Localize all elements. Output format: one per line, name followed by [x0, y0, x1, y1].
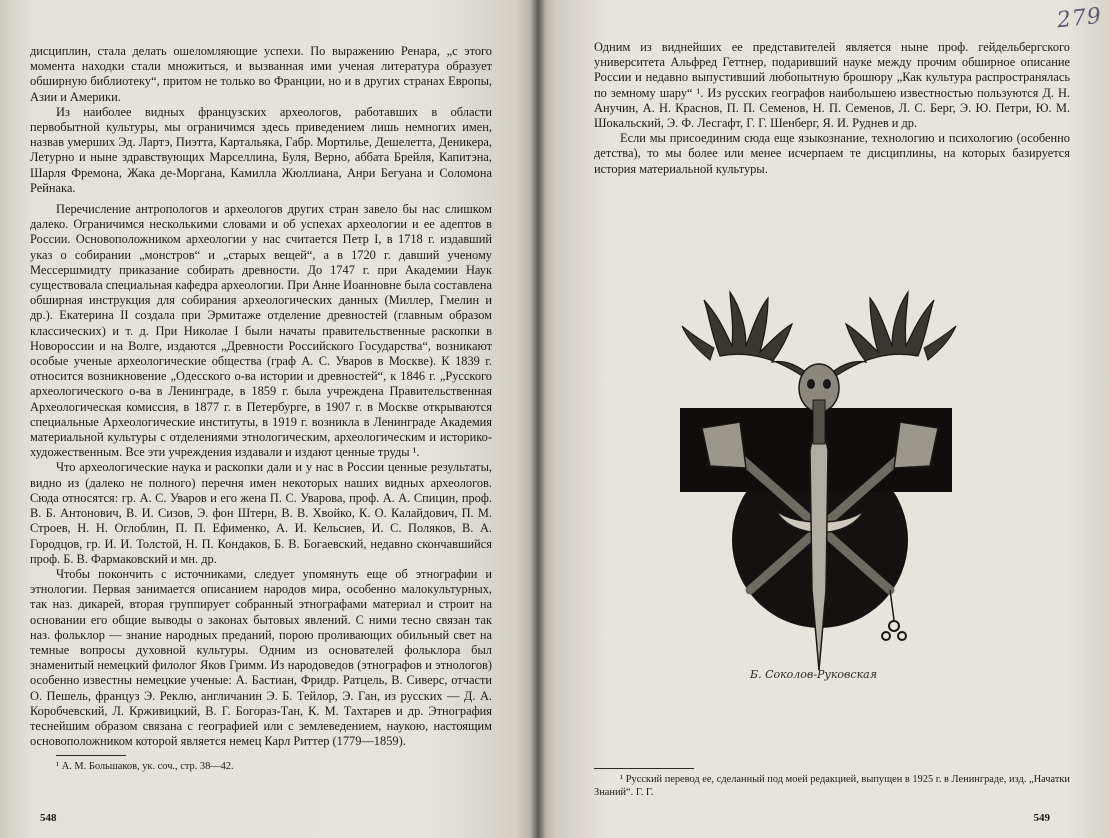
right-antler	[830, 292, 934, 380]
right-page	[538, 0, 1110, 838]
right-page-number: 549	[1033, 812, 1050, 824]
left-paragraph-5: Чтобы покончить с источниками, следует упомянуть еще об этнографии и этнологии. Первая занимается описанием народов мира, особенно малокультурных, так наз. дикарей, вторая группирует собранный этнографами материал и строит на основании его общие выводы о законах бытовых явлений. С ними тесно связан так наз. фольклор — знание народных преданий, порою проливающих обильный свет на темные вопросы духовной культуры. Одним из основателей фольклора был знаменитый немецкий филолог Яков Гримм. Из народоведов (этнографов и этнологов) особенно известны немецкие ученые: А. Бастиан, Фридр. Ратцель, В. Сиверс, отчасти О. Пешель, француз Э. Реклю, англичанин Э. Б. Тейлор, Э. Ган, из русских — Д. А. Коробчевский, Л. Крживицкий, В. Г. Богораз-Тан, К. М. Тахтарев и др. Этнография теснейшим образом связана с географией или с землеведением, наукою, настоящим основоположником которой является немец Карл Риттер (1779—1859).	[30, 566, 492, 749]
book-gutter	[530, 0, 546, 838]
left-page	[0, 0, 538, 838]
pendant-ring-small-left	[882, 632, 890, 640]
right-footnotes	[594, 762, 1070, 799]
right-page-body	[594, 40, 1070, 177]
skull-eye-left	[807, 379, 815, 389]
pendant-ring-small-right	[898, 632, 906, 640]
pendant-ring	[889, 621, 899, 631]
left-footnote-rule	[56, 755, 126, 756]
handwritten-page-number: 279	[1055, 3, 1104, 34]
right-paragraph-1: Одним из виднейших ее представителей является ныне проф. гейдельбергского университета Альфред Геттнер, подаривший науке между прочим обширное описание России и недавно выпустивший любопытную брошюру „Как культура распространялась по земному шару“ ¹. Из русских географов наибольшею известностью пользуются Д. Н. Анучин, А. Н. Краснов, П. П. Семенов, Н. П. Семенов, Л. С. Берг, Э. Ю. Петри, Ю. М. Шокальский, Э. Ф. Лесгафт, Г. Г. Шенберг, Я. И. Руднев и др.	[594, 40, 1070, 131]
antler-weapons-illustration	[680, 290, 970, 700]
left-page-body	[30, 44, 492, 749]
right-antler-tine	[924, 326, 956, 360]
left-footnote: ¹ А. М. Большаков, ук. соч., стр. 38—42.	[56, 761, 234, 773]
axe-head-left	[702, 422, 746, 468]
antler-weapons-drawing	[680, 290, 970, 700]
dagger-blade	[810, 410, 828, 670]
left-antler-tine	[682, 326, 714, 360]
left-paragraph-4: Что археологические наука и раскопки дали и у нас в России ценные результаты, видно из (далеко не полного) перечня имен некоторых наших видных археологов. Сюда относятся: гр. А. С. Уваров и его жена П. С. Уварова, проф. А. А. Спицин, проф. В. Б. Антонович, В. И. Сизов, Э. фон Штерн, В. В. Хвойко, К. О. Калайдович, П. М. Строев, Н. Н. Оглоблин, П. П. Ефименко, А. И. Кельсиев, И. С. Поляков, В. А. Городцов, гр. И. И. Толстой, Н. П. Кондаков, Б. В. Богаевский, недавно скончавшийся проф. Б. В. Фармаковский и мн. др.	[30, 460, 492, 566]
left-antler	[704, 292, 808, 380]
dagger-hilt	[813, 400, 825, 444]
left-paragraph-3: Перечисление антропологов и археологов других стран завело бы нас слишком далеко. Ограничимся несколькими словами и об успехах археологии и ее адептов в России. Основоположником археологии у нас считается Петр I, в 1718 г. издавший указ о собирании „монстров“ и „старых вещей“, а в 1720 г. давший ученому Мессершмидту приказание собирать древности. До 1747 г. при Академии Наук существовала специальная кафедра археологии. При Анне Иоанновне была составлена обширная инструкция для собирания археологических данных (Миллер, Гмелин и др.). Екатерина II создала при Эрмитаже отделение древностей (главным образом классических) и т. д. При Николае I были начаты правительственные раскопки в Новороссии и на Волге, издаются „Древности Российского Государства“, возникают особые ученые археологические общества (граф А. С. Уваров в Москве). К 1839 г. относится возникновение „Одесского о-ва истории и древностей“, к 1846 г. „Русского археологического о-ва в Ленинграде, в 1859 г. была учреждена Правительственная Археологическая комиссия, в 1877 г. в Петербурге, в 1907 г. в Москве открываются специальные Археологические институты, в 1919 г. возникла в Ленинграде Академия материальной культуры с отделениями этнологическим, археологическим и историко-художественным. Все эти учреждения издавали и издают ценные труды ¹.	[30, 202, 492, 460]
left-paragraph-1: дисциплин, стала делать ошеломляющие успехи. По выражению Ренара, „с этого момента находки стали множиться, и вызванная ими ученая литература образует обширную библиотеку“, притом не только во Франции, но и в других странах Европы, Азии и Америки.	[30, 44, 492, 104]
left-paragraph-2: Из наиболее видных французских археологов, работавших в области первобытной культуры, мы ограничимся здесь приведением лишь немногих имен, назвав умерших Эд. Лартэ, Пиэтта, Картальяка, Габр. Мортилье, Дешелетта, Деникера, Летурно и ныне здравствующих Марселлина, Буля, Верно, аббата Брейля, Капитэна, Шарля Фремона, Жака де-Моргана, Камилла Жюллиана, Анри Бегуана и Соломона Рейнака.	[30, 104, 492, 195]
skull-eye-right	[823, 379, 831, 389]
right-paragraph-2: Если мы присоединим сюда еще языкознание, технологию и психологию (особенно детства), то мы более или менее исчерпаем те дисциплины, на которых базируется история материальной культуры.	[594, 131, 1070, 176]
illustrator-signature: Б. Соколов-Руковская	[750, 668, 877, 681]
pendant-chain	[890, 590, 894, 620]
left-page-number: 548	[40, 812, 57, 824]
right-footnote-rule	[594, 768, 694, 769]
axe-head-right	[894, 422, 938, 468]
right-footnote: ¹ Русский перевод ее, сделанный под моей редакцией, выпущен в 1925 г. в Ленинграде, изд. „Начатки Знаний“. Г. Г.	[594, 774, 1070, 798]
